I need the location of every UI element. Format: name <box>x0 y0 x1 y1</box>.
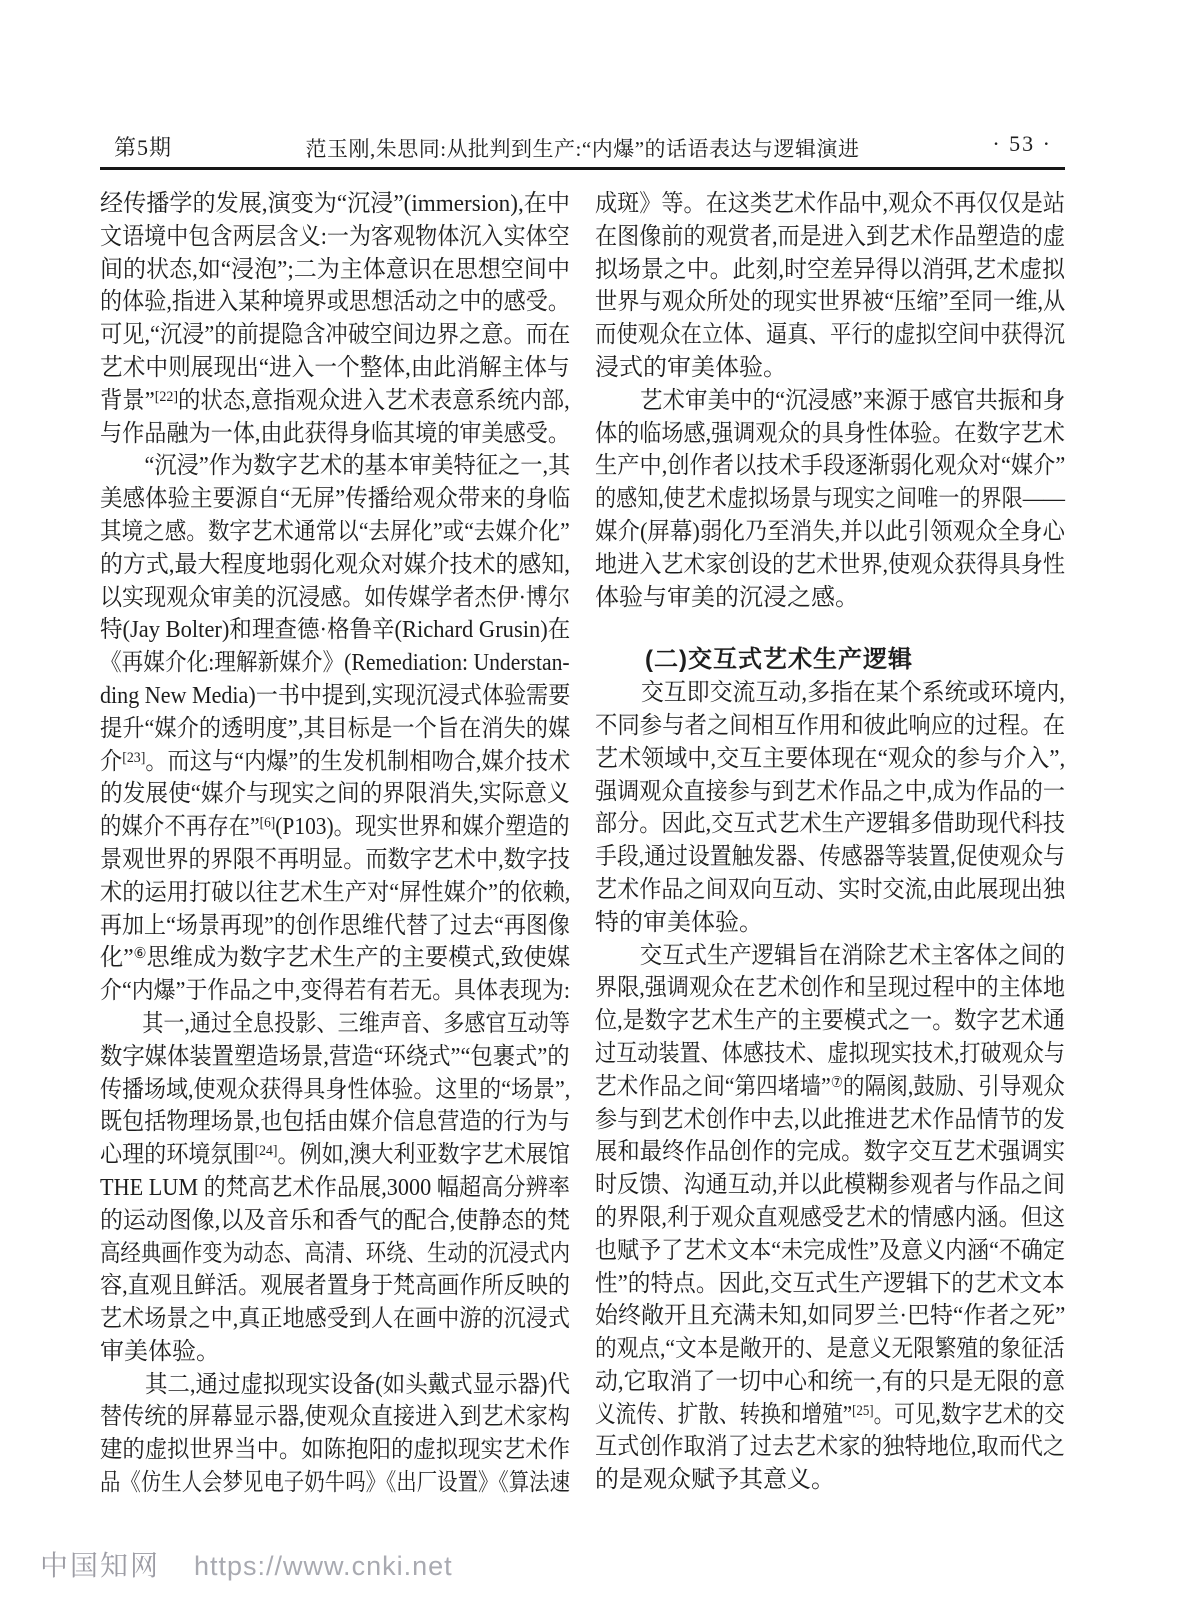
text-line: 时反馈、沟通互动,并以此模糊参观者与作品之间 <box>595 1172 1065 1199</box>
footnote-ref: ⑦ <box>830 1074 843 1091</box>
text-line: 艺术领域中,交互主要体现在“观众的参与介入”, <box>595 745 1066 772</box>
text-line: 美感体验主要源自“无屏”传播给观众带来的身临 <box>100 486 571 513</box>
text-line: “沉浸”作为数字艺术的基本审美特征之一,其 <box>100 453 571 480</box>
text-line: 义流传、扩散、转换和增殖”[25]。可见,数字艺术的交 <box>595 1401 1065 1428</box>
text-line: 与作品融为一体,由此获得身临其境的审美感受。 <box>100 420 570 447</box>
text-line: 审美体验。 <box>100 1338 220 1365</box>
text-line: 的观点,“文本是敞开的、是意义无限繁殖的象征活 <box>595 1336 1065 1363</box>
text-line: 的运动图像,以及音乐和香气的配合,使静态的梵 <box>100 1207 570 1234</box>
text-line: 体验与审美的沉浸之感。 <box>595 584 859 611</box>
text-line: 传播场域,使观众获得具身性体验。这里的“场景”, <box>100 1076 571 1103</box>
text-line: 拟场景之中。此刻,时空差异得以消弭,艺术虚拟 <box>595 256 1065 283</box>
footnote-ref: [23] <box>122 749 146 766</box>
text-line: 以实现观众审美的沉浸感。如传媒学者杰伊·博尔 <box>100 584 570 611</box>
text-line: 浸式的审美体验。 <box>595 354 787 381</box>
text-line: 介[23]。而这与“内爆”的生发机制相吻合,媒介技术 <box>100 748 571 775</box>
text-line: 始终敞开且充满未知,如同罗兰·巴特“作者之死” <box>595 1303 1066 1330</box>
header-issue-label: 第5期 <box>114 135 173 160</box>
text-line: 不同参与者之间相互作用和彼此响应的过程。在 <box>595 712 1065 739</box>
subsection-heading: (二)交互式艺术生产逻辑 <box>595 646 913 674</box>
text-line: 既包括物理场景,也包括由媒介信息营造的行为与 <box>100 1109 570 1136</box>
text-line: 生产中,创作者以技术手段逐渐弱化观众对“媒介” <box>595 453 1066 480</box>
text-line: 背景”[22]的状态,意指观众进入艺术表意系统内部, <box>100 387 570 414</box>
text-line: 艺术场景之中,真正地感受到人在画中游的沉浸式 <box>100 1306 570 1333</box>
text-line: 过互动装置、体感技术、虚拟现实技术,打破观众与 <box>595 1040 1065 1067</box>
cnki-site-name: 中国知网 <box>40 1550 161 1581</box>
text-line: 景观世界的界限不再明显。而数字艺术中,数字技 <box>100 846 570 873</box>
text-line: 媒介(屏幕)弱化乃至消失,并以此引领观众全身心 <box>595 518 1065 545</box>
text-line: THE LUM 的梵高艺术作品展,3000 幅超高分辨率 <box>100 1174 570 1201</box>
text-line: 艺术作品之间双向互动、实时交流,由此展现出独 <box>595 876 1065 903</box>
text-line: 世界与观众所处的现实世界被“压缩”至同一维,从 <box>595 289 1066 316</box>
text-line: 《再媒介化:理解新媒介》(Remediation: Understan- <box>100 650 570 677</box>
text-line: 容,直观且鲜活。观展者置身于梵高画作所反映的 <box>100 1273 570 1300</box>
text-line: 特的审美体验。 <box>595 909 763 936</box>
text-line: 互式创作取消了过去艺术家的独特地位,取而代之 <box>595 1434 1065 1461</box>
text-line: 的发展使“媒介与现实之间的界限消失,实际意义 <box>100 781 570 808</box>
text-line: 文语境中包含两层含义:一为客观物体沉入实体空 <box>100 223 570 250</box>
text-line: 艺术作品之间“第四堵墙”⑦的隔阂,鼓励、引导观众 <box>595 1073 1065 1100</box>
cnki-site-url: https://www.cnki.net <box>194 1551 453 1581</box>
footnote-ref: [22] <box>154 388 179 405</box>
text-line: 交互即交流互动,多指在某个系统或环境内, <box>595 680 1065 707</box>
text-line: ding New Media)一书中提到,实现沉浸式体验需要 <box>100 682 571 709</box>
text-line: 交互式生产逻辑旨在消除艺术主客体之间的 <box>595 942 1065 969</box>
text-line: 化”⑥思维成为数字艺术生产的主要模式,致使媒 <box>100 945 571 972</box>
text-line: 艺术中则展现出“进入一个整体,由此消解主体与 <box>100 354 570 381</box>
text-line: 替传统的屏幕显示器,使观众直接进入到艺术家构 <box>100 1404 570 1431</box>
text-line: 的体验,指进入某种境界或思想活动之中的感受。 <box>100 289 570 316</box>
text-line: 特(Jay Bolter)和理查德·格鲁辛(Richard Grusin)在 <box>100 617 571 644</box>
text-line: 成斑》等。在这类艺术作品中,观众不再仅仅是站 <box>595 191 1065 217</box>
text-line: 再加上“场景再现”的创作思维代替了过去“再图像 <box>100 912 570 939</box>
header-running-title: 范玉刚,朱思同:从批判到生产:“内爆”的话语表达与逻辑演进 <box>305 137 860 161</box>
footnote-ref: [25] <box>852 1402 874 1419</box>
text-line: 介“内爆”于作品之中,变得若有若无。具体表现为: <box>100 978 570 1005</box>
text-line: 的方式,最大程度地弱化观众对媒介技术的感知, <box>100 551 570 578</box>
text-line: 性”的特点。因此,交互式生产逻辑下的艺术文本 <box>595 1270 1065 1297</box>
text-line: 部分。因此,交互式艺术生产逻辑多借助现代科技 <box>595 811 1065 838</box>
text-line: 其境之感。数字艺术通常以“去屏化”或“去媒介化” <box>100 518 570 545</box>
left-column <box>100 188 570 1500</box>
text-line: 心理的环境氛围[24]。例如,澳大利亚数字艺术展馆 <box>100 1142 570 1169</box>
text-line: 地进入艺术家创设的艺术世界,使观众获得具身性 <box>595 551 1065 578</box>
text-line: 其一,通过全息投影、三维声音、多感官互动等 <box>100 1010 570 1037</box>
text-line: 提升“媒介的透明度”,其目标是一个旨在消失的媒 <box>100 715 571 742</box>
footnote-ref: [24] <box>254 1143 278 1160</box>
text-line: 可见,“沉浸”的前提隐含冲破空间边界之意。而在 <box>100 322 571 349</box>
text-line: 展和最终作品创作的完成。数字交互艺术强调实 <box>595 1139 1065 1166</box>
text-line: 参与到艺术创作中去,以此推进艺术作品情节的发 <box>595 1106 1065 1133</box>
text-line: 品《仿生人会梦见电子奶牛吗》《出厂设置》《算法速 <box>100 1470 570 1497</box>
text-line: 而使观众在立体、逼真、平行的虚拟空间中获得沉 <box>595 322 1065 349</box>
text-line: 间的状态,如“浸泡”;二为主体意识在思想空间中 <box>100 256 570 283</box>
footnote-ref: ⑥ <box>133 946 147 963</box>
text-line: 建的虚拟世界当中。如陈抱阳的虚拟现实艺术作 <box>100 1437 570 1464</box>
text-line: 动,它取消了一切中心和统一,有的只是无限的意 <box>595 1368 1065 1395</box>
right-column <box>595 188 1065 1497</box>
footer-watermark <box>40 1544 453 1584</box>
text-line: 的媒介不再存在”[6](P103)。现实世界和媒介塑造的 <box>100 814 570 841</box>
text-line: 高经典画作变为动态、高清、环绕、生动的沉浸式内 <box>100 1240 570 1267</box>
text-line: 体的临场感,强调观众的具身性体验。在数字艺术 <box>595 420 1065 447</box>
text-line: 也赋予了艺术文本“未完成性”及意义内涵“不确定 <box>595 1237 1065 1264</box>
text-line: 界限,强调观众在艺术创作和呈现过程中的主体地 <box>595 975 1065 1002</box>
text-line: 其二,通过虚拟现实设备(如头戴式显示器)代 <box>100 1371 570 1398</box>
header-rule <box>100 167 1065 170</box>
text-line: 位,是数字艺术生产的主要模式之一。数字艺术通 <box>595 1008 1065 1035</box>
text-line: 艺术审美中的“沉浸感”来源于感官共振和身 <box>595 387 1066 414</box>
text-line: 数字媒体装置塑造场景,营造“环绕式”“包裹式”的 <box>100 1043 570 1070</box>
text-line: 的界限,利于观众直观感受艺术的情感内涵。但这 <box>595 1204 1065 1231</box>
header-page-number: · 53 · <box>992 131 1052 156</box>
footnote-ref: [6] <box>259 815 276 832</box>
text-line: 经传播学的发展,演变为“沉浸”(immersion),在中 <box>100 191 570 217</box>
text-line: 手段,通过设置触发器、传感器等装置,促使观众与 <box>595 844 1065 871</box>
text-line: 在图像前的观赏者,而是进入到艺术作品塑造的虚 <box>595 223 1065 250</box>
text-line: 的是观众赋予其意义。 <box>595 1467 835 1494</box>
text-line: 强调观众直接参与到艺术作品之中,成为作品的一 <box>595 778 1065 805</box>
text-line: 术的运用打破以往艺术生产对“屏性媒介”的依赖, <box>100 879 571 906</box>
text-line: 的感知,使艺术虚拟场景与现实之间唯一的界限—— <box>595 486 1065 513</box>
